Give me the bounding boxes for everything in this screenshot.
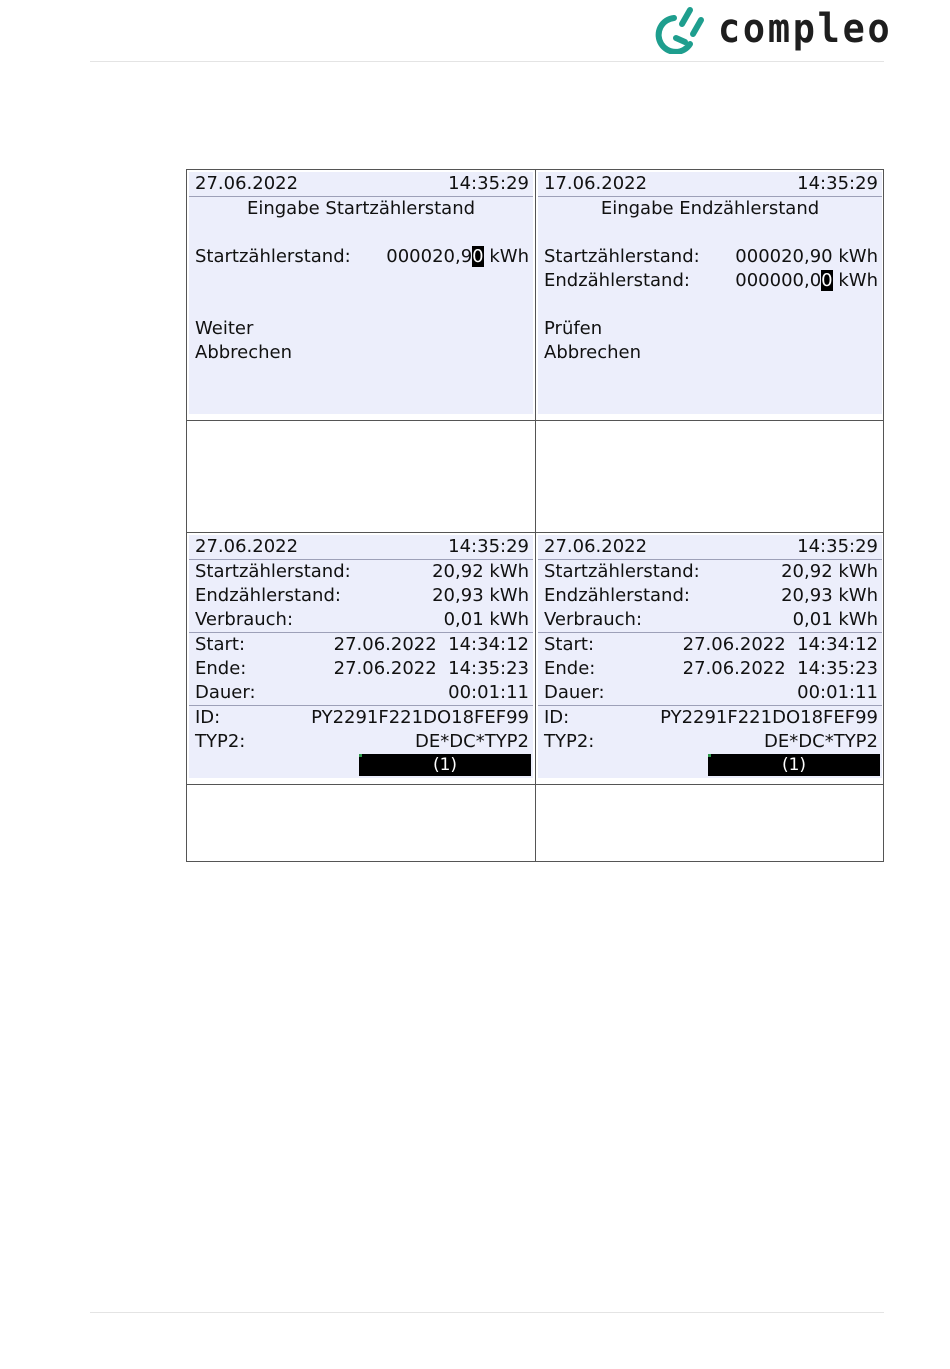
display-date: 17.06.2022 — [544, 173, 648, 194]
summary-row: TYP2: DE*DC*TYP2 — [195, 731, 529, 752]
menu-item-cancel[interactable]: Abbrechen — [544, 342, 642, 363]
summary-row: ID: PY2291F221DO18FEF99 — [195, 707, 529, 728]
footer-divider — [90, 1312, 884, 1313]
summary-row: Ende: 27.06.2022 14:35:23 — [195, 658, 529, 679]
summary-row: Start: 27.06.2022 14:34:12 — [195, 634, 529, 655]
screen-session-summary — [538, 535, 882, 778]
start-meter-row — [189, 245, 533, 269]
menu-item-check[interactable]: Prüfen — [544, 318, 603, 339]
plug-swirl-icon — [654, 4, 712, 54]
status-bar — [538, 535, 882, 560]
status-bar — [189, 535, 533, 560]
grid-divider — [187, 784, 883, 785]
summary-row: ID: PY2291F221DO18FEF99 — [544, 707, 878, 728]
display-time: 14:35:29 — [448, 536, 529, 557]
screen-session-summary — [189, 535, 533, 778]
start-meter-row — [538, 245, 882, 269]
display-time: 14:35:29 — [797, 173, 878, 194]
screen-title: Eingabe Startzählerstand — [246, 198, 476, 219]
summary-row: Dauer: 00:01:11 — [189, 681, 533, 706]
end-meter-row — [538, 269, 882, 293]
summary-row: Startzählerstand: 20,92 kWh — [195, 561, 529, 582]
header-divider — [90, 61, 884, 62]
grid-divider — [187, 420, 883, 421]
input-cursor: 0 — [821, 270, 833, 291]
display-date: 27.06.2022 — [195, 173, 299, 194]
summary-row: Start: 27.06.2022 14:34:12 — [544, 634, 878, 655]
summary-row: Endzählerstand: 20,93 kWh — [195, 585, 529, 606]
input-cursor: 0 — [472, 246, 484, 267]
summary-row: Endzählerstand: 20,93 kWh — [544, 585, 878, 606]
field-label: Startzählerstand: — [544, 246, 700, 267]
screen-end-meter-entry — [538, 172, 882, 414]
menu-item-next[interactable]: Weiter — [195, 318, 254, 339]
grid-divider — [187, 532, 883, 533]
end-meter-input[interactable]: 000000,00 kWh — [735, 270, 878, 291]
summary-row: Dauer: 00:01:11 — [538, 681, 882, 706]
screens-figure — [186, 169, 884, 862]
display-date: 27.06.2022 — [544, 536, 648, 557]
screen-start-meter-entry — [189, 172, 533, 414]
summary-row: Verbrauch: 0,01 kWh — [538, 608, 882, 633]
display-time: 14:35:29 — [797, 536, 878, 557]
field-label: Startzählerstand: — [195, 246, 351, 267]
display-time: 14:35:29 — [448, 173, 529, 194]
page-indicator: (1) — [708, 754, 880, 776]
status-bar — [538, 172, 882, 197]
compleo-logo — [654, 2, 908, 56]
summary-row: Verbrauch: 0,01 kWh — [189, 608, 533, 633]
summary-row: Startzählerstand: 20,92 kWh — [544, 561, 878, 582]
summary-row: TYP2: DE*DC*TYP2 — [544, 731, 878, 752]
summary-row: Ende: 27.06.2022 14:35:23 — [544, 658, 878, 679]
menu-item-cancel[interactable]: Abbrechen — [195, 342, 293, 363]
field-label: Endzählerstand: — [544, 270, 690, 291]
display-date: 27.06.2022 — [195, 536, 299, 557]
brand-name: compleo — [718, 6, 893, 52]
screen-title: Eingabe Endzählerstand — [600, 198, 820, 219]
grid-divider-vertical — [535, 170, 536, 861]
field-value: 000020,90 kWh — [735, 246, 878, 267]
page-indicator: (1) — [359, 754, 531, 776]
start-meter-input[interactable]: 000020,90 kWh — [386, 246, 529, 267]
status-bar — [189, 172, 533, 197]
